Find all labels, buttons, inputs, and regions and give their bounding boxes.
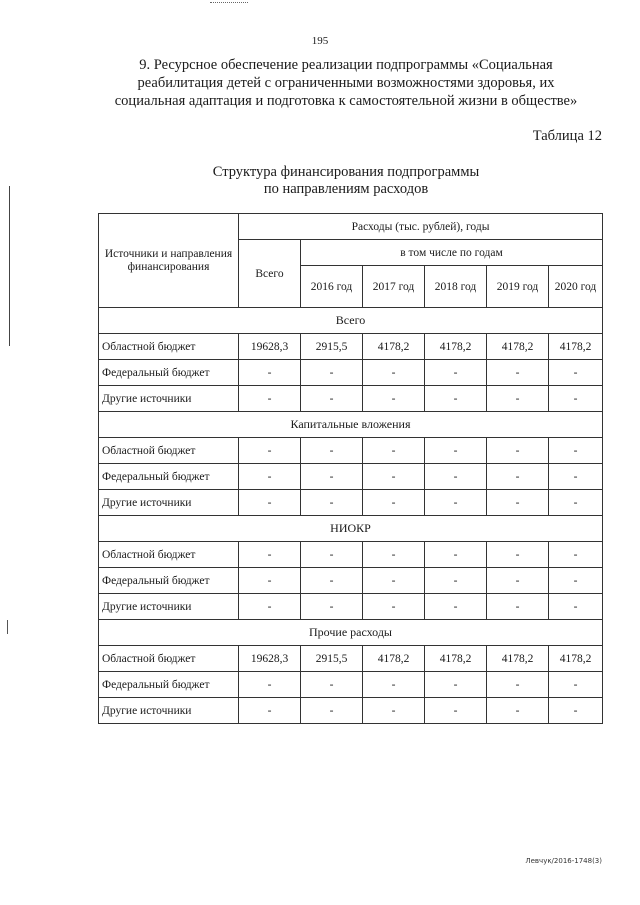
footer-code: Левчук/2016-1748(3) (525, 857, 602, 865)
year-value-cell: - (363, 490, 425, 516)
year-value-cell: 4178,2 (363, 334, 425, 360)
heading-line: 9. Ресурсное обеспечение реализации подпрограммы «Социальная (139, 57, 553, 73)
year-value-cell: - (487, 464, 549, 490)
table-row (99, 464, 603, 490)
total-cell: - (239, 438, 301, 464)
year-value-cell: - (487, 672, 549, 698)
year-value-cell: - (363, 542, 425, 568)
year-value-cell: 4178,2 (549, 334, 603, 360)
section-row (99, 516, 603, 542)
table-row (99, 646, 603, 672)
section-row (99, 308, 603, 334)
total-cell: - (239, 360, 301, 386)
year-value-cell: - (487, 594, 549, 620)
header-year: 2016 год (301, 266, 363, 308)
source-cell: Другие источники (99, 386, 239, 412)
header-by-years: в том числе по годам (301, 240, 603, 266)
year-value-cell: - (487, 698, 549, 724)
year-value-cell: 4178,2 (487, 334, 549, 360)
year-value-cell: - (425, 490, 487, 516)
header-row (99, 214, 603, 240)
year-value-cell: - (549, 490, 603, 516)
source-cell: Федеральный бюджет (99, 568, 239, 594)
year-value-cell: - (301, 542, 363, 568)
table-row (99, 438, 603, 464)
year-value-cell: - (487, 490, 549, 516)
header-sources: Источники и направления финансирования (99, 214, 239, 308)
year-value-cell: - (549, 542, 603, 568)
year-value-cell: - (425, 672, 487, 698)
year-value-cell: - (425, 568, 487, 594)
year-value-cell: - (363, 672, 425, 698)
year-value-cell: 4178,2 (363, 646, 425, 672)
header-year: 2019 год (487, 266, 549, 308)
source-cell: Федеральный бюджет (99, 464, 239, 490)
section-title: НИОКР (99, 516, 603, 542)
total-cell: - (239, 568, 301, 594)
section-title: Прочие расходы (99, 620, 603, 646)
year-value-cell: - (363, 594, 425, 620)
year-value-cell: - (363, 568, 425, 594)
total-cell: - (239, 672, 301, 698)
header-total: Всего (239, 240, 301, 308)
section-heading (90, 56, 602, 110)
section-row (99, 620, 603, 646)
header-year: 2017 год (363, 266, 425, 308)
table-row (99, 568, 603, 594)
total-cell: - (239, 386, 301, 412)
section-title: Капитальные вложения (99, 412, 603, 438)
year-value-cell: - (425, 360, 487, 386)
section-title: Всего (99, 308, 603, 334)
source-cell: Областной бюджет (99, 438, 239, 464)
total-cell: - (239, 464, 301, 490)
table-label: Таблица 12 (532, 128, 602, 144)
margin-tick (7, 620, 12, 634)
table-row (99, 490, 603, 516)
margin-line (9, 186, 10, 346)
year-value-cell: - (363, 464, 425, 490)
source-cell: Другие источники (99, 698, 239, 724)
year-value-cell: 4178,2 (425, 334, 487, 360)
source-cell: Федеральный бюджет (99, 672, 239, 698)
header-year: 2020 год (549, 266, 603, 308)
source-cell: Другие источники (99, 490, 239, 516)
source-cell: Областной бюджет (99, 542, 239, 568)
year-value-cell: - (549, 568, 603, 594)
table-caption (90, 164, 602, 198)
scan-artifact (210, 2, 248, 5)
table-row (99, 594, 603, 620)
year-value-cell: - (363, 360, 425, 386)
table-row (99, 672, 603, 698)
year-value-cell: 4178,2 (425, 646, 487, 672)
source-cell: Федеральный бюджет (99, 360, 239, 386)
total-cell: 19628,3 (239, 646, 301, 672)
year-value-cell: - (363, 438, 425, 464)
year-value-cell: - (549, 438, 603, 464)
year-value-cell: - (487, 542, 549, 568)
year-value-cell: - (301, 490, 363, 516)
heading-line: социальная адаптация и подготовка к самостоятельной жизни в обществе» (114, 93, 578, 109)
caption-line: по направлениям расходов (263, 181, 429, 197)
year-value-cell: 2915,5 (301, 334, 363, 360)
financing-table (98, 213, 603, 724)
year-value-cell: - (425, 386, 487, 412)
year-value-cell: - (301, 360, 363, 386)
table-row (99, 360, 603, 386)
source-cell: Областной бюджет (99, 334, 239, 360)
year-value-cell: - (425, 464, 487, 490)
year-value-cell: - (301, 698, 363, 724)
year-value-cell: - (363, 698, 425, 724)
source-cell: Другие источники (99, 594, 239, 620)
year-value-cell: - (549, 672, 603, 698)
year-value-cell: - (301, 386, 363, 412)
year-value-cell: - (425, 594, 487, 620)
year-value-cell: - (487, 568, 549, 594)
header-expenses: Расходы (тыс. рублей), годы (239, 214, 603, 240)
source-cell: Областной бюджет (99, 646, 239, 672)
year-value-cell: - (487, 386, 549, 412)
page-number: 195 (311, 35, 329, 47)
year-value-cell: - (549, 464, 603, 490)
year-value-cell: - (301, 672, 363, 698)
year-value-cell: - (425, 438, 487, 464)
year-value-cell: - (425, 698, 487, 724)
year-value-cell: - (549, 360, 603, 386)
total-cell: - (239, 698, 301, 724)
caption-line: Структура финансирования подпрограммы (212, 164, 480, 180)
total-cell: 19628,3 (239, 334, 301, 360)
year-value-cell: - (363, 386, 425, 412)
year-value-cell: 4178,2 (549, 646, 603, 672)
year-value-cell: - (549, 594, 603, 620)
year-value-cell: - (487, 438, 549, 464)
year-value-cell: - (549, 386, 603, 412)
total-cell: - (239, 490, 301, 516)
total-cell: - (239, 594, 301, 620)
year-value-cell: - (425, 542, 487, 568)
year-value-cell: - (301, 568, 363, 594)
header-year: 2018 год (425, 266, 487, 308)
year-value-cell: 4178,2 (487, 646, 549, 672)
year-value-cell: 2915,5 (301, 646, 363, 672)
table-row (99, 698, 603, 724)
table-row (99, 386, 603, 412)
heading-line: реабилитация детей с ограниченными возможностями здоровья, их (137, 75, 555, 91)
year-value-cell: - (301, 594, 363, 620)
total-cell: - (239, 542, 301, 568)
year-value-cell: - (487, 360, 549, 386)
table-row (99, 334, 603, 360)
year-value-cell: - (549, 698, 603, 724)
year-value-cell: - (301, 438, 363, 464)
section-row (99, 412, 603, 438)
year-value-cell: - (301, 464, 363, 490)
table-row (99, 542, 603, 568)
